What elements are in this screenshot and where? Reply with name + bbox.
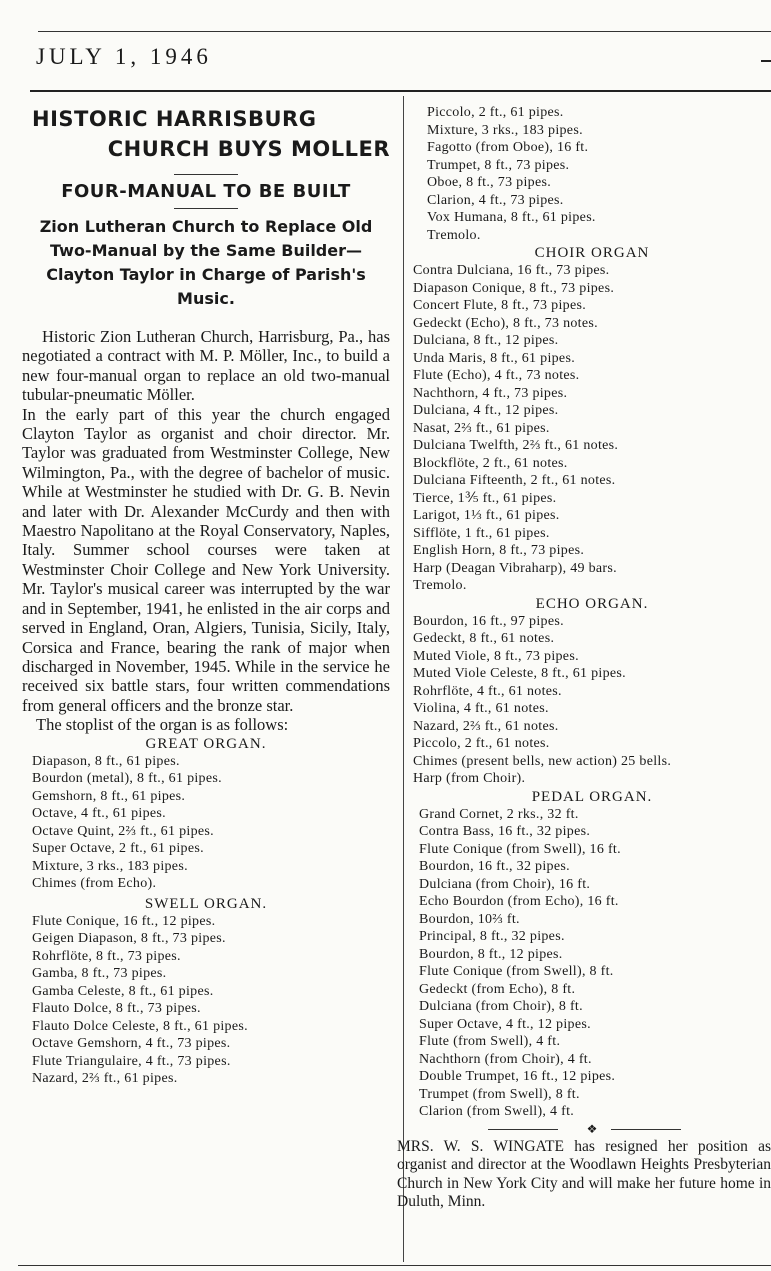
echo-organ-stops xyxy=(413,613,771,788)
stop-item: Flute Conique (from Swell), 16 ft. xyxy=(419,841,621,857)
swell-organ-stops xyxy=(22,913,390,1088)
stop-item: Larigot, 1⅓ ft., 61 pipes. xyxy=(413,508,560,523)
stop-item: Echo Bourdon (from Echo), 16 ft. xyxy=(419,894,619,909)
stop-item: Flute Conique (from Swell), 8 ft. xyxy=(419,964,614,979)
headline xyxy=(22,104,390,164)
stop-item: Mixture, 3 rks., 183 pipes. xyxy=(32,858,188,874)
stop-item: Gedeckt, 8 ft., 61 notes. xyxy=(413,631,555,646)
stop-item: Muted Viole Celeste, 8 ft., 61 pipes. xyxy=(413,666,626,681)
stop-item: Diapason, 8 ft., 61 pipes. xyxy=(32,753,180,769)
stop-item: Flute (Echo), 4 ft., 73 notes. xyxy=(413,368,580,383)
stop-item: Nazard, 2⅔ ft., 61 notes. xyxy=(413,718,559,734)
stop-item: Nasat, 2⅔ ft., 61 pipes. xyxy=(413,420,550,436)
stop-item: Concert Flute, 8 ft., 73 pipes. xyxy=(413,298,586,313)
stop-item: Octave Quint, 2⅔ ft., 61 pipes. xyxy=(32,823,214,839)
stop-item: Nachthorn (from Choir), 4 ft. xyxy=(419,1051,592,1067)
stop-item: Diapason Conique, 8 ft., 73 pipes. xyxy=(413,280,615,296)
swell-organ-stops-continued xyxy=(413,104,771,244)
article-deck: Zion Lutheran Church to Replace Old Two-Manual by the Same Builder—Clayton Taylor in Charge of Parish's Music. xyxy=(39,217,373,308)
swell-organ-title: SWELL ORGAN. xyxy=(144,895,268,912)
top-rule xyxy=(38,31,771,32)
stop-item: Bourdon, 8 ft., 12 pipes. xyxy=(419,946,563,962)
stop-item: Chimes (from Echo). xyxy=(32,876,157,892)
stop-item: Principal, 8 ft., 32 pipes. xyxy=(419,929,565,944)
stop-item: Dulciana (from Choir), 8 ft. xyxy=(419,999,583,1014)
headline-line-1: HISTORIC HARRISBURG xyxy=(32,107,317,131)
stop-item: Blockflöte, 2 ft., 61 notes. xyxy=(413,455,568,471)
left-column xyxy=(22,104,390,1088)
stop-item: Sifflöte, 1 ft., 61 pipes. xyxy=(413,525,550,541)
stop-item: Nazard, 2⅔ ft., 61 pipes. xyxy=(32,1071,178,1087)
stop-item: Dulciana, 4 ft., 12 pipes. xyxy=(413,403,559,418)
stop-item: Harp (from Choir). xyxy=(413,771,526,786)
stop-item: Double Trumpet, 16 ft., 12 pipes. xyxy=(419,1069,616,1084)
news-notice: MRS. W. S. WINGATE has resigned her position as organist and director at the Woodlawn Heights Presbyterian Church in New York City and will make her future home in Duluth, Minn. xyxy=(397,1137,771,1210)
echo-organ-title: ECHO ORGAN. xyxy=(535,595,649,612)
stop-item: Unda Maris, 8 ft., 61 pipes. xyxy=(413,350,575,366)
stoplist-intro: The stoplist of the organ is as follows: xyxy=(36,715,289,735)
stop-item: Chimes (present bells, new action) 25 bells. xyxy=(413,753,672,769)
stop-item: Violina, 4 ft., 61 notes. xyxy=(413,701,549,716)
stop-item: Harp (Deagan Vibraharp), 49 bars. xyxy=(413,560,617,576)
stop-item: Trumpet, 8 ft., 73 pipes. xyxy=(427,157,570,173)
pedal-organ-stops xyxy=(413,806,771,1121)
stop-item: Mixture, 3 rks., 183 pipes. xyxy=(427,122,583,138)
great-organ-title: GREAT ORGAN. xyxy=(145,735,267,752)
stop-item: Geigen Diapason, 8 ft., 73 pipes. xyxy=(32,931,226,947)
stop-item: Clarion, 4 ft., 73 pipes. xyxy=(427,192,564,208)
subhead-divider xyxy=(174,208,238,209)
stop-item: Flute Conique, 16 ft., 12 pipes. xyxy=(32,913,216,929)
stop-item: Octave Gemshorn, 4 ft., 73 pipes. xyxy=(32,1036,231,1052)
stop-item: Flauto Dolce Celeste, 8 ft., 61 pipes. xyxy=(32,1018,248,1034)
stop-item: Piccolo, 2 ft., 61 pipes. xyxy=(427,105,564,120)
stop-item: Contra Bass, 16 ft., 32 pipes. xyxy=(419,824,591,839)
stop-item: Bourdon, 16 ft., 97 pipes. xyxy=(413,613,564,629)
stop-item: Gamba Celeste, 8 ft., 61 pipes. xyxy=(32,983,214,999)
stop-item: Dulciana (from Choir), 16 ft. xyxy=(419,876,591,892)
stop-item: Fagotto (from Oboe), 16 ft. xyxy=(427,140,589,155)
separator-ornament-icon: ❖ xyxy=(586,1121,598,1136)
stop-item: Flute (from Swell), 4 ft. xyxy=(419,1034,561,1049)
stop-item: Vox Humana, 8 ft., 61 pipes. xyxy=(427,210,596,225)
stop-item: Gamba, 8 ft., 73 pipes. xyxy=(32,966,167,982)
article-paragraph: Historic Zion Lutheran Church, Harrisburg, Pa., has negotiated a contract with M. P. Möller, Inc., to build a new four-manual organ to replace an old two-manual tubular-pneumatic Möller. xyxy=(22,327,390,405)
stop-item: Tierce, 1⅗ ft., 61 pipes. xyxy=(413,490,557,506)
bottom-rule xyxy=(18,1265,771,1266)
choir-organ-stops xyxy=(413,262,771,595)
stop-item: Gedeckt (Echo), 8 ft., 73 notes. xyxy=(413,315,598,331)
article-paragraph: In the early part of this year the church engaged Clayton Taylor as organist and choir director. Mr. Taylor was graduated from Westminster College, New Wilmington, Pa., with the degree of bachelor of music. While at Westminster he studied with Dr. G. B. Nevin and later with Dr. Alexander McCurdy and then with Maestro Napolitano at the Royal Conservatory, Naples, Italy. Summer school courses were taken at Westminster Choir College and New York University. Mr. Taylor's musical career was interrupted by the war and in September, 1941, he enlisted in the air corps and served in England, Oran, Algiers, Tunisia, Sicily, Italy, Corsica and France, bearing the rank of major when discharged in November, 1945. While in the service he received six battle stars, four written commendations from general officers and the bronze star. xyxy=(22,404,390,715)
stop-item: Muted Viole, 8 ft., 73 pipes. xyxy=(413,648,579,664)
stop-item: Contra Dulciana, 16 ft., 73 pipes. xyxy=(413,263,610,278)
stop-item: Oboe, 8 ft., 73 pipes. xyxy=(427,175,552,190)
stop-item: Dulciana, 8 ft., 12 pipes. xyxy=(413,333,559,348)
stop-item: Dulciana Fifteenth, 2 ft., 61 notes. xyxy=(413,473,616,488)
stop-item: Bourdon (metal), 8 ft., 61 pipes. xyxy=(32,771,222,787)
column-divider xyxy=(403,96,404,1262)
stop-item: Nachthorn, 4 ft., 73 pipes. xyxy=(413,385,568,401)
pedal-organ-title: PEDAL ORGAN. xyxy=(531,788,653,805)
section-separator xyxy=(413,1122,771,1136)
stop-item: English Horn, 8 ft., 73 pipes. xyxy=(413,543,585,558)
headline-divider xyxy=(174,174,238,175)
headline-line-2: CHURCH BUYS MOLLER xyxy=(107,137,390,161)
stop-item: Flute Triangulaire, 4 ft., 73 pipes. xyxy=(32,1053,231,1069)
issue-date: JULY 1, 1946 xyxy=(36,44,212,69)
stop-item: Octave, 4 ft., 61 pipes. xyxy=(32,806,166,822)
choir-organ-title: CHOIR ORGAN xyxy=(534,245,650,261)
subheadline: FOUR-MANUAL TO BE BUILT xyxy=(61,181,351,202)
right-column xyxy=(397,104,771,1212)
great-organ-stops xyxy=(22,753,390,893)
stop-item: Clarion (from Swell), 4 ft. xyxy=(419,1104,575,1119)
stop-item: Bourdon, 10⅔ ft. xyxy=(419,911,520,927)
stop-item: Rohrflöte, 8 ft., 73 pipes. xyxy=(32,948,181,964)
stop-item: Trumpet (from Swell), 8 ft. xyxy=(419,1086,580,1102)
header-rule xyxy=(30,90,771,92)
stop-item: Grand Cornet, 2 rks., 32 ft. xyxy=(419,806,579,822)
stop-item: Tremolo. xyxy=(427,227,481,243)
stop-item: Gemshorn, 8 ft., 61 pipes. xyxy=(32,788,186,804)
stop-item: Super Octave, 4 ft., 12 pipes. xyxy=(419,1016,591,1032)
stop-item: Flauto Dolce, 8 ft., 73 pipes. xyxy=(32,1001,201,1017)
stop-item: Super Octave, 2 ft., 61 pipes. xyxy=(32,841,204,857)
stop-item: Tremolo. xyxy=(413,578,467,593)
stop-item: Dulciana Twelfth, 2⅔ ft., 61 notes. xyxy=(413,438,619,453)
stop-item: Gedeckt (from Echo), 8 ft. xyxy=(419,981,576,997)
stop-item: Piccolo, 2 ft., 61 notes. xyxy=(413,736,550,751)
header-dash xyxy=(761,60,771,62)
stop-item: Bourdon, 16 ft., 32 pipes. xyxy=(419,859,570,874)
stop-item: Rohrflöte, 4 ft., 61 notes. xyxy=(413,683,562,699)
